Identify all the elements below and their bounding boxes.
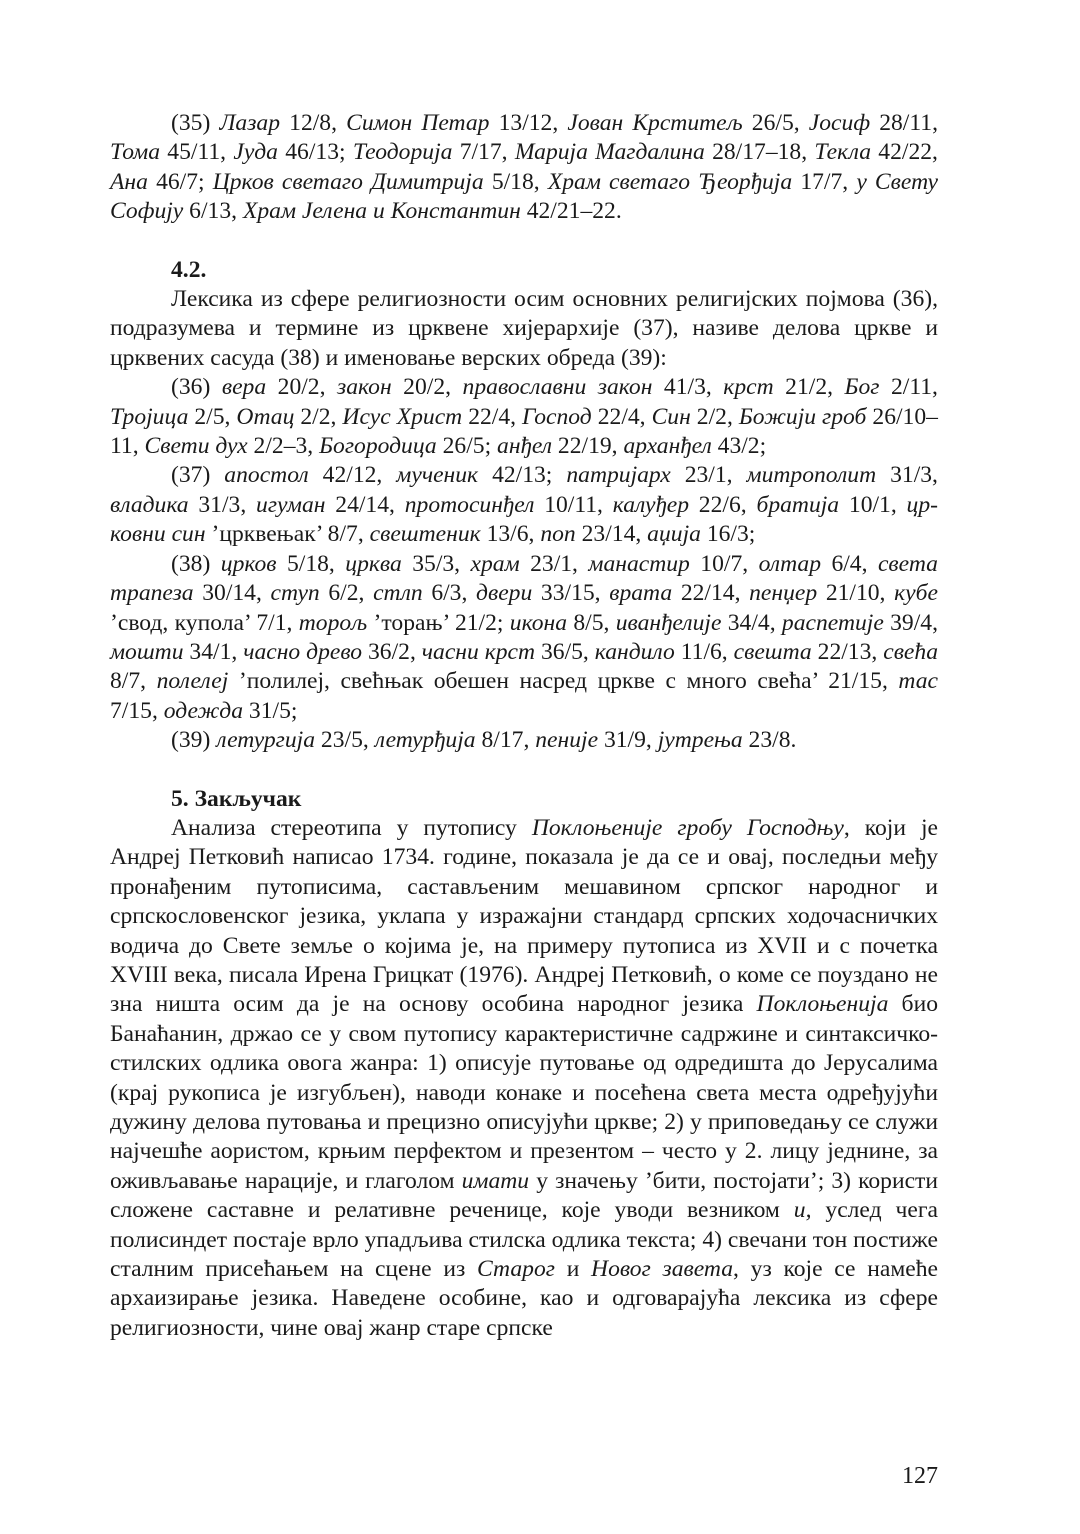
italic-term: Храм светаго Ђеорђија bbox=[547, 168, 793, 195]
text-run: 31/3, bbox=[188, 491, 257, 518]
italic-term: кандило bbox=[594, 638, 675, 665]
italic-term: врата bbox=[609, 580, 673, 607]
italic-term: у Свету Софију bbox=[110, 168, 938, 225]
text-run: 5/18, bbox=[276, 550, 346, 577]
text-run: 6/2, bbox=[319, 580, 374, 607]
italic-term: свећа bbox=[883, 638, 938, 665]
italic-term: мученик bbox=[396, 462, 479, 489]
text-run: 23/14, bbox=[575, 521, 648, 548]
text-run: 23/1, bbox=[670, 462, 747, 489]
text-run: 35/3, bbox=[401, 550, 471, 577]
italic-term: Тома bbox=[110, 139, 161, 166]
text-run: 13/6, bbox=[480, 521, 541, 548]
text-run: Лексика из сфере религиозности осим основних религијских појмова (36), подразумева и термине из црквене хијерархије (37), називе делова цркве и црквених сасуда (38) и именовање верских обреда (39): bbox=[110, 286, 938, 371]
example-37-paragraph bbox=[110, 461, 938, 549]
text-run: 46/7; bbox=[147, 168, 213, 195]
italic-term: црков bbox=[220, 550, 277, 577]
text-run: и bbox=[554, 1256, 592, 1283]
text-run: 28/11, bbox=[870, 110, 938, 136]
text-run: ’торањ’ 21/2; bbox=[367, 609, 510, 636]
text-run: Анализа стереотипа у путопису bbox=[171, 814, 532, 841]
text-run: 43/2; bbox=[711, 433, 767, 460]
italic-term: јутрења bbox=[657, 727, 743, 754]
text-run: 34/4, bbox=[721, 609, 782, 636]
text-run: 26/5; bbox=[436, 433, 498, 460]
italic-term: распетије bbox=[781, 609, 884, 636]
text-run: 28/17–18, bbox=[704, 139, 815, 166]
italic-term: двери bbox=[476, 580, 533, 607]
text-run: 22/19, bbox=[552, 433, 624, 460]
italic-term: игуман bbox=[256, 491, 326, 518]
italic-term: калуђер bbox=[612, 491, 690, 518]
text-run: 2/2, bbox=[294, 403, 343, 430]
italic-term: митрополит bbox=[746, 462, 877, 489]
italic-term: Син bbox=[651, 403, 691, 430]
italic-term: имати bbox=[461, 1167, 530, 1194]
italic-term: летургија bbox=[216, 727, 316, 754]
italic-term: протосинђел bbox=[404, 491, 535, 518]
text-run: 22/6, bbox=[689, 491, 757, 518]
text-run: 36/2, bbox=[362, 638, 422, 665]
text-run: 30/14, bbox=[193, 580, 271, 607]
italic-term: Божији гроб bbox=[738, 403, 867, 430]
text-run: 2/5, bbox=[188, 403, 237, 430]
italic-term: манастир bbox=[588, 550, 690, 577]
text-run: 23/8. bbox=[742, 727, 797, 754]
text-run: 20/2, bbox=[391, 374, 463, 401]
italic-term: и, bbox=[793, 1197, 812, 1224]
text-run: 10/11, bbox=[534, 491, 613, 518]
page-number: 127 bbox=[902, 1463, 938, 1489]
text-run: 26/10–11, bbox=[110, 403, 938, 460]
italic-term: црква bbox=[345, 550, 402, 577]
text-run: 22/4, bbox=[591, 403, 652, 430]
text-run: 23/5, bbox=[315, 727, 375, 754]
text-run: 7/15, bbox=[110, 697, 164, 724]
italic-term: владика bbox=[110, 491, 189, 518]
text-run: 31/5; bbox=[243, 697, 298, 724]
italic-term: Јосиф bbox=[808, 110, 871, 136]
text-run: 39/4, bbox=[883, 609, 938, 636]
italic-term: кубе bbox=[894, 580, 938, 607]
text-run: 34/1, bbox=[183, 638, 244, 665]
italic-term: апостол bbox=[224, 462, 309, 489]
text-run: 20/2, bbox=[266, 374, 338, 401]
italic-term: Марија Магдалина bbox=[514, 139, 705, 166]
text-run: , уз које се намеће архаизирање језика. Наведене особине, као и одговарајућа лексика из сфере религиозности, чине овај жанр старе српске bbox=[110, 1256, 938, 1341]
text-run: 6/4, bbox=[821, 550, 878, 577]
italic-term: Текла bbox=[814, 139, 872, 166]
italic-term: арханђел bbox=[623, 433, 712, 460]
italic-term: Старог bbox=[476, 1256, 555, 1283]
text-run: 21/2, bbox=[773, 374, 845, 401]
text-run: (36) bbox=[171, 374, 222, 401]
text-run: 10/7, bbox=[689, 550, 759, 577]
text-run: 8/5, bbox=[567, 609, 616, 636]
italic-term: братија bbox=[756, 491, 840, 518]
text-run: 2/2–3, bbox=[247, 433, 320, 460]
text-run: (35) bbox=[171, 110, 220, 136]
conclusion-paragraph bbox=[110, 814, 938, 1343]
italic-term: закон bbox=[337, 374, 392, 401]
italic-term: Поклоњенија bbox=[756, 991, 889, 1018]
italic-term: Црков светаго Димитрија bbox=[212, 168, 484, 195]
text-run: 23/1, bbox=[519, 550, 589, 577]
text-run: услед чега полисиндет постаје врло упадљива стилска одлика текста; 4) свечани тон постиже сталним присећањем на сцене из bbox=[110, 1197, 938, 1283]
section-gap bbox=[110, 227, 938, 256]
italic-term: часно древо bbox=[243, 638, 363, 665]
italic-term: аџија bbox=[647, 521, 701, 548]
text-run: ’полилеј, свећњак обешен насред цркве с много свећа’ 21/15, bbox=[228, 668, 899, 695]
text-run: 31/9, bbox=[598, 727, 658, 754]
text-run: 42/13; bbox=[478, 462, 567, 489]
text-run: ’свод, купола’ 7/1, bbox=[110, 609, 299, 636]
italic-term: поп bbox=[540, 521, 576, 548]
text-run: 33/15, bbox=[532, 580, 610, 607]
text-run: 22/13, bbox=[811, 638, 884, 665]
example-38-paragraph bbox=[110, 550, 938, 726]
text-run: 21/10, bbox=[817, 580, 895, 607]
italic-term: вера bbox=[221, 374, 267, 401]
italic-term: стлп bbox=[373, 580, 423, 607]
italic-term: Свети дух bbox=[144, 433, 248, 460]
italic-term: Симон Петар bbox=[346, 110, 490, 136]
text-run: 2/11, bbox=[879, 374, 938, 401]
italic-term: Теодорија bbox=[352, 139, 453, 166]
text-run: 17/7, bbox=[792, 168, 857, 195]
italic-term: одежда bbox=[163, 697, 244, 724]
italic-term: црковни син bbox=[110, 491, 938, 548]
italic-term: часни крст bbox=[421, 638, 536, 665]
italic-term: Тројица bbox=[110, 403, 189, 430]
italic-term: Новог завета bbox=[591, 1256, 734, 1283]
text-run: био Банаћанин, држао се у свом путопису карактеристичне садржине и синтаксичко-стилских одлика овога жанра: 1) описује путовање од одредишта до Јерусалима (крај рукописа је изгубљен), наводи конаке и посећена света места одређујући дужину делова путовања и прецизно описујући цркве; 2) у приповедању се служи најчешће аористом, крњим перфектом и презентом – често у 2. лицу једнине, за оживљавање нарације, и глаголом bbox=[110, 991, 938, 1194]
italic-term: анђел bbox=[497, 433, 553, 460]
example-39-paragraph bbox=[110, 726, 938, 755]
text-run: 42/22, bbox=[871, 139, 938, 166]
section-heading-conclusion: 5. Закључак bbox=[171, 785, 302, 812]
text-run: 10/1, bbox=[839, 491, 907, 518]
italic-term: православни закон bbox=[462, 374, 653, 401]
text-run: 42/12, bbox=[308, 462, 397, 489]
text-run: 7/17, bbox=[452, 139, 515, 166]
section-4-2-intro-paragraph bbox=[110, 285, 938, 373]
text-run: 42/21–22. bbox=[520, 198, 622, 225]
text-run: ’црквењак’ 8/7, bbox=[205, 521, 370, 548]
text-run: 13/12, bbox=[489, 110, 568, 136]
section-heading-4-2: 4.2. bbox=[171, 256, 207, 283]
text-run: у значењу ’бити, постојати’; 3) користи сложене саставне и релативне реченице, које уводи везником bbox=[110, 1167, 938, 1224]
text-run: , који је Андреј Петковић написао 1734. године, показала је да се и овај, последњи међу пронађеним путописима, састављеним мешавином српског народног и српскословенског језика, уклапа у изражајни стандард српских ходочасничких водича до Свете земље о којима је, на примеру путописа из XVII и с почетка XVIII века, писала Ирена Грицкат (1976). Андреј Петковић, о коме се поуздано не зна ништа осим да је на основу особина народног језика bbox=[110, 814, 939, 1018]
italic-term: храм bbox=[470, 550, 520, 577]
italic-term: Поклоњеније гробу Господњу bbox=[531, 814, 844, 841]
text-run: 16/3; bbox=[700, 521, 756, 548]
italic-term: мошти bbox=[110, 638, 184, 665]
text-run: 8/7, bbox=[110, 668, 157, 695]
text-run: 5/18, bbox=[483, 168, 548, 195]
italic-term: иванђелије bbox=[615, 609, 722, 636]
italic-term: свештеник bbox=[369, 521, 481, 548]
page-body bbox=[110, 109, 938, 1343]
text-run: (37) bbox=[171, 462, 225, 489]
text-run: 12/8, bbox=[280, 110, 347, 136]
italic-term: Отац bbox=[236, 403, 295, 430]
italic-term: полелеј bbox=[156, 668, 229, 695]
text-run: 8/17, bbox=[475, 727, 536, 754]
text-run: 6/13, bbox=[183, 198, 243, 225]
italic-term: Јован Крститељ bbox=[567, 110, 743, 136]
italic-term: летурђија bbox=[374, 727, 476, 754]
italic-term: Бог bbox=[844, 374, 880, 401]
text-run: 31/3, bbox=[876, 462, 938, 489]
italic-term: света трапеза bbox=[110, 550, 938, 607]
italic-term: Богородица bbox=[319, 433, 437, 460]
italic-term: Исус Христ bbox=[342, 403, 463, 430]
text-run: 22/4, bbox=[462, 403, 523, 430]
example-35-paragraph bbox=[110, 109, 938, 227]
example-36-paragraph bbox=[110, 373, 938, 461]
italic-term: Ана bbox=[110, 168, 148, 195]
text-run: 26/5, bbox=[742, 110, 809, 136]
text-run: 24/14, bbox=[325, 491, 405, 518]
italic-term: тас bbox=[898, 668, 938, 695]
text-run: 36/5, bbox=[535, 638, 595, 665]
italic-term: торољ bbox=[298, 609, 368, 636]
italic-term: Јуда bbox=[233, 139, 278, 166]
text-run: 41/3, bbox=[652, 374, 724, 401]
italic-term: Лазар bbox=[219, 110, 281, 136]
text-run: 22/14, bbox=[672, 580, 750, 607]
italic-term: крст bbox=[723, 374, 774, 401]
italic-term: пеније bbox=[535, 727, 599, 754]
italic-term: икона bbox=[509, 609, 568, 636]
section-gap bbox=[110, 756, 938, 785]
text-run: 2/2, bbox=[690, 403, 739, 430]
text-run: 11/6, bbox=[674, 638, 734, 665]
italic-term: патријарх bbox=[566, 462, 671, 489]
text-run: (39) bbox=[171, 727, 217, 754]
text-run: 6/3, bbox=[422, 580, 477, 607]
italic-term: ступ bbox=[270, 580, 320, 607]
italic-term: Господ bbox=[522, 403, 592, 430]
text-run: 46/13; bbox=[277, 139, 353, 166]
italic-term: пенџер bbox=[749, 580, 818, 607]
text-run: 45/11, bbox=[160, 139, 234, 166]
text-run: (38) bbox=[171, 550, 221, 577]
italic-term: Храм Јелена и Константин bbox=[242, 198, 521, 225]
italic-term: свешта bbox=[733, 638, 812, 665]
italic-term: олтар bbox=[758, 550, 822, 577]
